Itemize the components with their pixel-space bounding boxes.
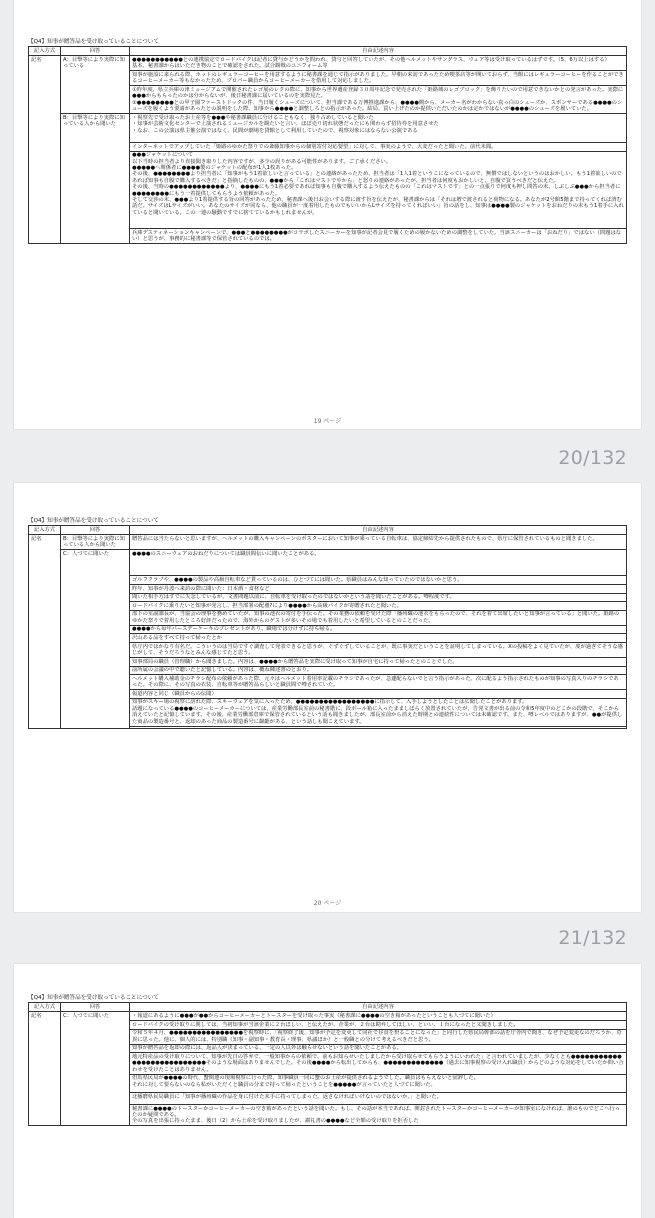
table-row <box>29 56 627 71</box>
response-text: ロードバイクに乗りたいと知事が発言し、担当部署の配慮?により●●●●から高級バイクが寄贈されたと聞いた。 <box>130 602 627 611</box>
column-header-entry-method: 記入方式 <box>29 47 61 56</box>
response-text: 贈答品には当たらないと思いますが、ヘルメットの購入キャンペーンのポスターにおいて知事が乗っている自転車は、協定締結先から提供されたもので、県庁に保管されているものと聞きました。 <box>130 535 627 550</box>
response-text: ロードバイクの受け取りに関しては、当初知事が当該企業に２台ほしい、と伝えたが、企業が、２台は勘弁してほしい、といい、１台になったと又聞きしました。 <box>130 1021 627 1030</box>
table-header-row <box>29 1003 627 1012</box>
response-text: ・報道にあるように●●●が●●からコーヒーメーカーとトースターを受け取った事実（秘書課に●●●●の空き箱があったということも人づてに聞いた） <box>130 1012 627 1021</box>
table-row <box>29 114 627 143</box>
answer-cell: A：目撃等により実際に知っている <box>61 56 130 114</box>
column-header-entry-method: 記入方式 <box>29 1003 61 1012</box>
page-title: 【Q4】知事が贈答品を受け取っていることについて <box>28 39 159 45</box>
page-number: 19 ページ <box>313 418 342 425</box>
entry-method-cell: 記名 <box>29 1012 61 1126</box>
column-header-entry-method: 記入方式 <box>29 526 61 535</box>
response-text: ●●●●から毎年バースデーケーキのプレゼントがあり、職場では分けずに持ち帰る。 <box>130 625 627 634</box>
column-header-answer: 回答 <box>61 526 130 535</box>
response-text: 地元特産品の受け取りについて、知事が先日の答弁で、一般知事からの依頼で、前もお知らせいたしましたから受け取らせてもらうようにいわれた」と言われていましたが、少なくとも●●●●●●●●●●●●●●●●●●●●●●●●●●●そのような場面はありませんでした。その後●●●●から転出してからも、●●●●●●●●●●●●●（過去に知事視察の受け入れ職員）からどのような対応をしていたか問い合わせを受けたことはありません。 <box>130 1053 627 1074</box>
response-text: 沢山ある品をすべて持って帰ったとか <box>130 634 627 643</box>
table-header-row <box>29 526 627 535</box>
page-number: 20 ページ <box>313 900 342 907</box>
response-text: ①昨年度、県立兵庫の津ミュージアムで開催されたレゴ展のレクの際に、知事から世界遺産登録３０周年記念で発売された「姫路城のレゴブロック」を飾りたいので用意できないかとの発言があった。実際に●●●からもらったのかは分からないが、後日秘書課に届いているのを実際見た。 ②●●●●●●●●との甲子園ファーストドックの件、当日履くシューズについて、担当課である万博推進課から、●●●●側から、メーカー名がわからない真っ白のシューズか、スポンサーである●●●●のシューズを履くよう要請があったとの説明をした際、知事から●●●●と調整しろとの指示があった。結局、買い上げたのか提供いただいたのかは定かではないが●●●●のシューズを履いていた。 <box>130 86 627 114</box>
response-text: 昨年、知事が丹波へ来訪の際に聞いた：日本酒・食材など <box>130 585 627 594</box>
table-row <box>29 535 627 550</box>
document-page <box>14 0 641 429</box>
table-row <box>29 1012 627 1021</box>
response-text: ●●●ジャケットについて 以下当時の担当者より直接聞き取りした内容ですが、多少の誤りがある可能性があります。ご了承ください。 ●●●●●へ関係者に●●●●製のジャケットの配布が1人1枚あった。 その後、●●●●●●●●より担当者に「知事がもう1着欲しいと言っている」との連絡があったため、担当者は「1人1着というこになっているので、無償ではしないというのはおかしい。もう1着欲しいのであれば知事も自腹で購入するべきだ」と指摘したものの、●●●から「これはマストでやから」と怒りの連絡があったが、担当者は何度もおかしいと、自腹で買うべきだと伝えた。 その後、当時の●●●●●●●●●●●●より、●●●●にもう1着必要であれば知事も自腹で購入するよう伝えたものの「これはマストです」との一点張りで何度も押し問答の末、しぶしぶ●●●から担当者に●●●●●●●●にもう一着提供してもらうよう依頼があった。 そして交渉の末、●●●より1着提供する旨の回答があったため、秘書課へ後日お会いする際に渡す旨を伝えたが、秘書課からは「それは増で渡されると荷物になる。あなたが2号館5階まで持ってくれば済む話だ。サイズはLサイズがいい。あなたのサイズが同なら、他の職員が一度着用したものでもいいからLサイズを持ってくればいい」旨の話をし、知事は●●●●製のジャケットをおねだりの末もう1着手に入れていると聞いている。この一連の騒動ですでに捨てているかもしれませんが。 <box>130 151 627 229</box>
page-title: 【Q4】知事が贈答品を受け取っていることについて <box>28 518 159 524</box>
column-header-free-text: 自由記述内容 <box>130 1003 627 1012</box>
column-header-answer: 回答 <box>61 47 130 56</box>
response-text: 令和５年４月、●●●●●●●●●●●●●●●●を視察時に、「視察終了後、知事が予定を変更して同社で昼食を摂ることになった」と同行した県民局幹部の話を庁舎内で聞き、なぜ予定変更なのだろうか、奇異に思った。他に、個人的には、特別職（知事・副知事・教育長・理事、県議ほか）と一般職との分けて考えるべきだと思う。 <box>130 1029 627 1044</box>
response-text: 知事部局の職員（管理職）から聞きました。内容は、●●●●から贈答品を実際に受け取って知事が自宅に持って帰ったとのことでした。 <box>130 657 627 666</box>
table-row <box>29 550 627 576</box>
answer-cell: B：目撃等により実際に知っている人から聞いた <box>61 114 130 244</box>
response-text: ヘルメット購入補助金のチラシ配布の依頼があった際、元々はヘルメット着用率記載のチラシであったが、急遽配らないでと言う指示があった。次に配るよう指示されたものが知事の写真入りのチラシであった。その際に、その写真の衣装、自転車等が贈答品らしいと職員間で噂されていた。 <box>130 675 627 690</box>
answer-cell: C：人づてに聞いた <box>61 1012 130 1126</box>
document-page <box>14 483 641 912</box>
response-text: 但馬県民局が●●●●の時代、蟹関連の現場視察に行った際、知事職員一同に蟹のお土産が提供されるようでした。職員はもらえないと固辞した。 それに対して要らないのなら私がいただくと職員の分まで持って帰ったということを●●●●●が言っていたと人づてに聞いた。 <box>130 1074 627 1092</box>
response-text: 知事が贈答品を返却の際には、返品人が決まっている、一定の人以外は触らせないという話を聞いたことがある。 <box>130 1044 627 1053</box>
page-counter: 21/132 <box>558 927 627 949</box>
response-text: 知事が施設に来られる際、ホットのレギュラーコーヒーを用意するように秘書課を通じて指示がありました。早朝の来訪であったため喫茶店等が開いておらず、当館にはレギュラーコーヒーを作ることができるコーヒーメーカー等もなかったため、プロパー職員からコーヒーメーカーを借用して対応しました。 <box>130 71 627 86</box>
survey-table <box>28 1002 627 1126</box>
response-text: ●●●●のスニーウェアのおねだりについては職員間伝いに聞いたことがある。 <box>130 550 627 576</box>
answer-cell: C：人づてに聞いた <box>61 550 130 728</box>
response-text <box>130 726 627 728</box>
column-header-free-text: 自由記述内容 <box>130 47 627 56</box>
response-text: 知事がスキー場の視察に訪れた際、スキーウェアを気に入ったため、●●●●●●●●●●●●●●●●●に指示して、入手しようとしたことは広聞したことがあります。 話題になっている●●●●のコーヒーメーカーについては、産業労働部長室前の秘書階に、段ボール箱に入ったまましばらく放置されていたが、告発文書が出る前の令和5年度中のどこかの段階で、そこから消えていたと記憶しています。その後、産業労働部倉庫で保管されているという話も聞きましたが、部長室前から消えた時期との連続性については未確認です。また、噂レベルではありますが、●●が提供した商品の製造番号と、返却のあった商品の製造番号に齟齬がある、という話しも聞こえています。 <box>130 698 627 726</box>
column-header-answer: 回答 <box>61 1003 130 1012</box>
response-text: 県庁内ではかなり有名だ。こういうのは当局ですぐ調査して発表できると思うが、ぐずぐずしていることが、既に事実だということを証明してしまっている。Xの投稿をよく見ていたが、度が過ぎてそうな感じがして、そうだろうなとみんな感じてたと思う。 <box>130 642 627 657</box>
response-text: 北播磨県民局職員に「知事が播州織の作品を身に付けた末手に持ってしまった。返さなければいけないのではないか。」と聞いた。 <box>130 1093 627 1105</box>
entry-method-cell: 記名 <box>29 535 61 728</box>
entry-method-cell: 記名 <box>29 56 61 244</box>
response-text: ●●●●●●●●●●●との連携協定でロードバイクは記者に貸与かどうかを問われ、貸与と回答していたが、その他ヘルメットやサングラス、ウェア等は受け取っているはずです。（5、6万以上はする） 基本、秘書課からはいただき物のことで確認をされた。試合観戦のユニフォーム等 <box>130 56 627 71</box>
column-header-free-text: 自由記述内容 <box>130 526 627 535</box>
response-text: 聞いた相手方はすでに失念しているが、文書問題以前に、自転車を受け取ったのではないかという話を聞いたことがある。噂程度です。 <box>130 593 627 602</box>
response-text: ・視察先で受け取ったお土産等を●●●や秘書課職員に分けることもなく、独り占めしていると聞いた ・知事が芸術文化センターで上演されるミュージカルを観たいと言い、ほぼ売り切れ状態だったにも関わらず招待券を用意させた ・なお、この公演は県主催公演ではなく、民間が劇場を貸館として利用していたので、視察対象にはならない公演である <box>130 114 627 143</box>
response-text: インターネットでアップしていた「姫路のゆかた祭りでの斎藤知事からの個別寄付対応要望」に対して、事実のようで、大変だったと聞いた。前代未聞。 <box>130 143 627 152</box>
answer-cell: B：目撃等により実際に知っている人から聞いた <box>61 535 130 550</box>
response-text: 前所属の会議の中で聴いたと記憶している。内容は、概ね陳述書のとおり。 <box>130 666 627 675</box>
survey-table <box>28 46 627 244</box>
response-text: 報道内容と同じ（職員からの伝聞） <box>130 690 627 699</box>
page-counter: 20/132 <box>558 447 627 469</box>
response-text: 部下の室副課長が、当協会の理事を務めていたが、知事の池衣の寄付を手伝った。その業務の依頼を受けた際「播州織の池衣をもらったので、それを着て出席したいと知事が言っている」と聞いた。姫路のゆかた祭りで着用したところ好評だったので、海外からのゲストが多いその場でも着用したいと希望しているとのことだった。 <box>130 610 627 625</box>
response-text: 兵庫デスティネーションキャンペーンで、●●●と●●●●●●●●がコラボしたスニーカーを知事が記者会見で履くための履かないための調整をしていた。当該スニーカーは「おねだり」ではない（問題はない）と思うが、事務的に秘書課等で保管されているのでは。 <box>130 229 627 244</box>
document-page <box>14 964 641 1218</box>
response-text: 秘書課に●●●●のトースターかコーヒーメーカーの空き箱があったという話を聞いた。もし、その話が本当であれば、開封されたトースターかコーヒーメーカーが知事室になければ、誰のものでどこへ行ったのか疑問である。 全の写真を出張に持ったまま、後日（2）から土産を受け取りましたが、謝礼書の●●●●など全額の受け取りを拒否した <box>130 1105 627 1126</box>
response-text: ゴルフクラブや、●●●●の製品や高級自転車など貰っているのは、ひとづてには聞いた。県職員はみんな知っていたのではないかと思う。 <box>130 576 627 585</box>
page-title: 【Q4】知事が贈答品を受け取っていることについて <box>28 995 159 1001</box>
table-header-row <box>29 47 627 56</box>
survey-table <box>28 525 627 729</box>
